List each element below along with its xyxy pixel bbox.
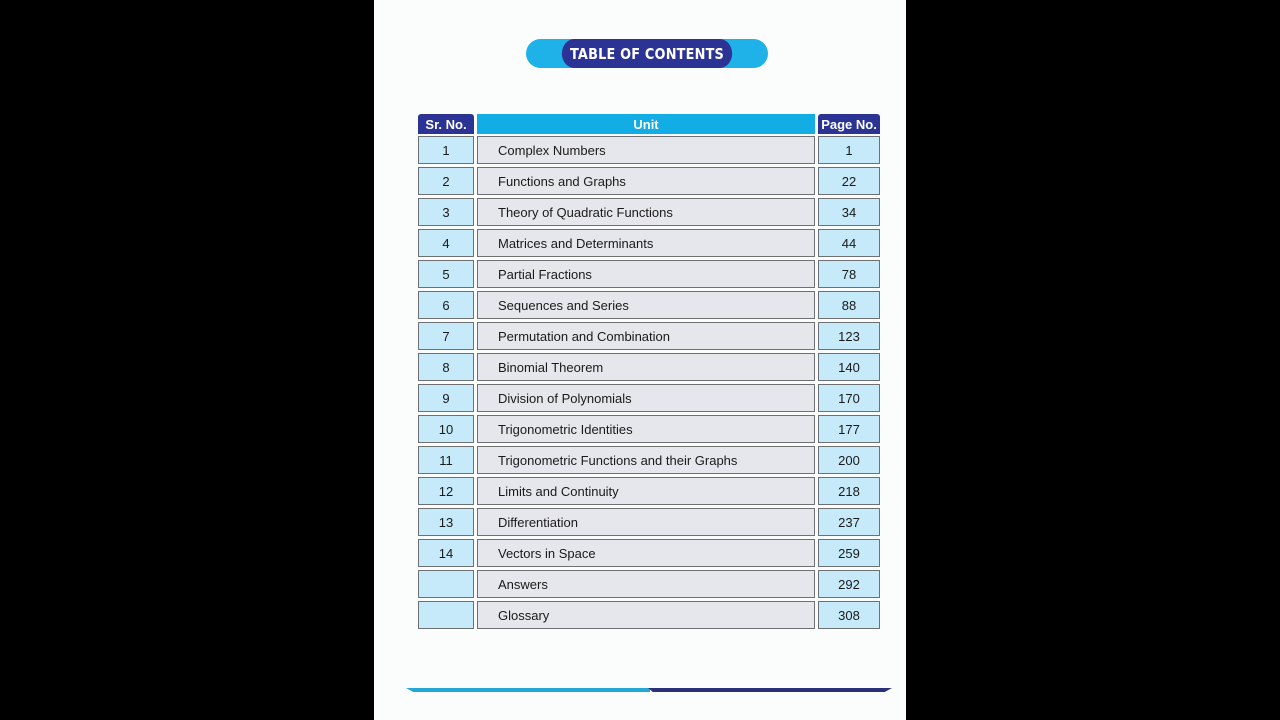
page-cell: 308: [818, 601, 880, 629]
footer-divider: [406, 688, 892, 692]
unit-cell: Vectors in Space: [477, 539, 815, 567]
table-row: [418, 384, 880, 412]
unit-cell: Sequences and Series: [477, 291, 815, 319]
page-cell: 140: [818, 353, 880, 381]
sr-cell: 13: [418, 508, 474, 536]
page-cell: 123: [818, 322, 880, 350]
table-row: [418, 570, 880, 598]
sr-cell: 4: [418, 229, 474, 257]
table-row: [418, 539, 880, 567]
page-cell: 218: [818, 477, 880, 505]
unit-cell: Permutation and Combination: [477, 322, 815, 350]
header-page-no: Page No.: [818, 114, 880, 134]
table-row: [418, 291, 880, 319]
unit-cell: Answers: [477, 570, 815, 598]
sr-cell: [418, 570, 474, 598]
table-row: [418, 136, 880, 164]
sr-cell: 6: [418, 291, 474, 319]
sr-cell: 14: [418, 539, 474, 567]
unit-cell: Division of Polynomials: [477, 384, 815, 412]
page-cell: 34: [818, 198, 880, 226]
header-sr-no: Sr. No.: [418, 114, 474, 134]
unit-cell: Limits and Continuity: [477, 477, 815, 505]
unit-cell: Trigonometric Functions and their Graphs: [477, 446, 815, 474]
table-header: [418, 114, 880, 134]
sr-cell: 1: [418, 136, 474, 164]
title-banner: [526, 39, 768, 68]
table-row: [418, 167, 880, 195]
page-cell: 177: [818, 415, 880, 443]
table-body: [418, 136, 880, 629]
table-row: [418, 477, 880, 505]
table-row: [418, 601, 880, 629]
table-row: [418, 508, 880, 536]
table-row: [418, 229, 880, 257]
unit-cell: Matrices and Determinants: [477, 229, 815, 257]
page-cell: 22: [818, 167, 880, 195]
page-cell: 200: [818, 446, 880, 474]
unit-cell: Theory of Quadratic Functions: [477, 198, 815, 226]
sr-cell: 2: [418, 167, 474, 195]
unit-cell: Complex Numbers: [477, 136, 815, 164]
page-cell: 44: [818, 229, 880, 257]
sr-cell: 7: [418, 322, 474, 350]
unit-cell: Trigonometric Identities: [477, 415, 815, 443]
table-of-contents: [418, 114, 880, 629]
page-cell: 170: [818, 384, 880, 412]
page-cell: 259: [818, 539, 880, 567]
page-cell: 88: [818, 291, 880, 319]
document-page: [374, 0, 906, 720]
page-title: TABLE OF CONTENTS: [562, 39, 732, 68]
sr-cell: 11: [418, 446, 474, 474]
unit-cell: Partial Fractions: [477, 260, 815, 288]
page-cell: 1: [818, 136, 880, 164]
footer-divider-navy: [648, 688, 892, 692]
unit-cell: Glossary: [477, 601, 815, 629]
table-row: [418, 446, 880, 474]
sr-cell: 3: [418, 198, 474, 226]
page-cell: 78: [818, 260, 880, 288]
table-row: [418, 260, 880, 288]
footer-divider-cyan: [406, 688, 650, 692]
table-row: [418, 322, 880, 350]
table-row: [418, 415, 880, 443]
unit-cell: Binomial Theorem: [477, 353, 815, 381]
table-row: [418, 198, 880, 226]
unit-cell: Differentiation: [477, 508, 815, 536]
sr-cell: 9: [418, 384, 474, 412]
sr-cell: 5: [418, 260, 474, 288]
sr-cell: 8: [418, 353, 474, 381]
sr-cell: [418, 601, 474, 629]
sr-cell: 12: [418, 477, 474, 505]
table-row: [418, 353, 880, 381]
header-unit: Unit: [477, 114, 815, 134]
sr-cell: 10: [418, 415, 474, 443]
unit-cell: Functions and Graphs: [477, 167, 815, 195]
page-cell: 237: [818, 508, 880, 536]
page-cell: 292: [818, 570, 880, 598]
